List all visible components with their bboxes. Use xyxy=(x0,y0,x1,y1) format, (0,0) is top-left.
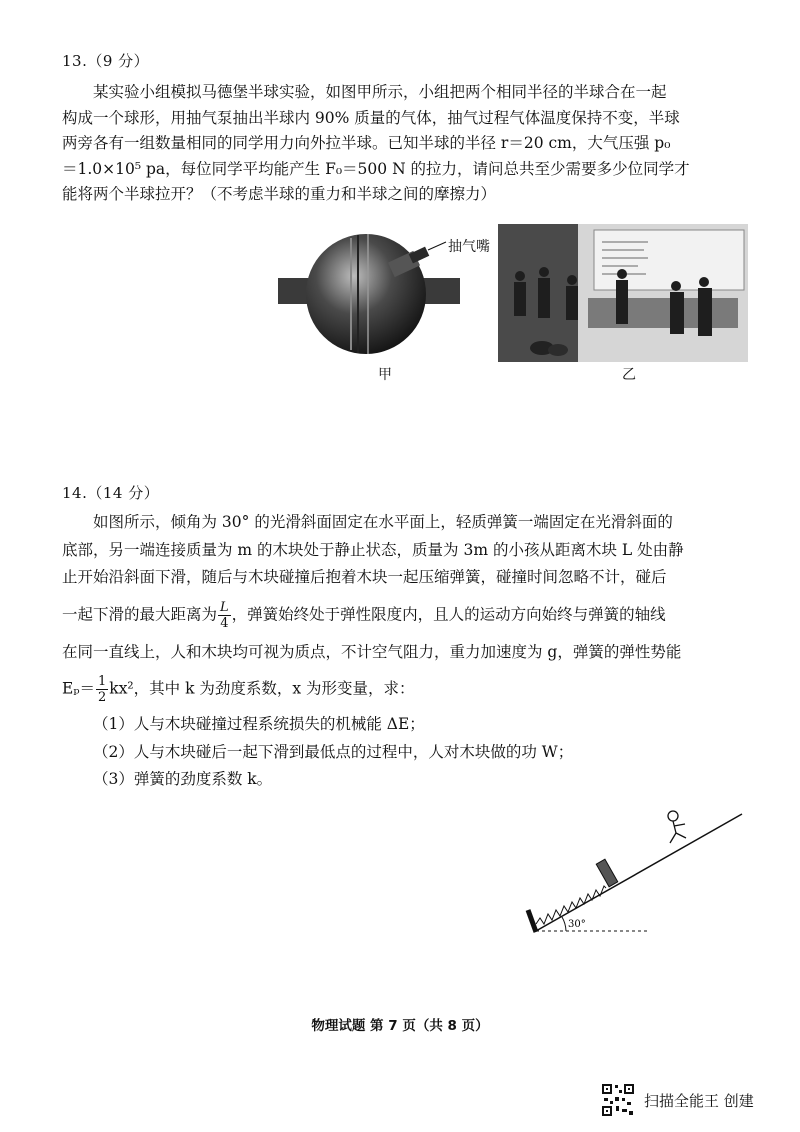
qr-code-icon xyxy=(600,1082,636,1118)
q14-line-3: 止开始沿斜面下滑，随后与木块碰撞后抱着木块一起压缩弹簧，碰撞时间忽略不计，碰后 xyxy=(62,568,667,586)
q14-sub-3: （3）弹簧的劲度系数 k。 xyxy=(93,770,273,788)
q13-line-5: 能将两个半球拉开？（不考虑半球的重力和半球之间的摩擦力） xyxy=(62,185,497,203)
fraction-l-over-4 xyxy=(218,600,231,631)
question-14-number: 14.（14 分） xyxy=(62,484,160,502)
suction-nozzle-label: 抽气嘴 xyxy=(448,239,490,255)
question-14-text xyxy=(62,509,750,794)
q13-line-2: 构成一个球形，用抽气泵抽出半球内 90% 质量的气体，抽气过程气体温度保持不变，半球 xyxy=(62,108,680,127)
q13-line-3: 两旁各有一组数量相同的同学用力向外拉半球。已知半球的半径 r＝20 cm，大气压强 p₀ xyxy=(62,134,671,152)
q14-line-4-after: ，弹簧始终处于弹性限度内，且人的运动方向始终与弹簧的轴线 xyxy=(231,605,666,623)
caption-yi: 乙 xyxy=(622,367,636,383)
q14-line-4-before: 一起下滑的最大距离为 xyxy=(62,605,218,623)
q13-line-4: ＝1.0×10⁵ pa，每位同学平均能产生 F₀＝500 N 的拉力，请问总共至少需要多少位同学才 xyxy=(62,159,690,178)
scanner-watermark xyxy=(600,1082,754,1118)
page-footer: 物理试题 第 7 页（共 8 页） xyxy=(311,1018,489,1034)
q14-line-6 xyxy=(62,674,750,705)
question-13-number: 13.（9 分） xyxy=(62,52,150,70)
fraction-one-half xyxy=(96,674,108,705)
watermark-text: 扫描全能王 创建 xyxy=(644,1091,754,1110)
figure-classroom-experiment xyxy=(498,224,748,362)
q13-line-1: 某实验小组模拟马德堡半球实验，如图甲所示，小组把两个相同半径的半球合在一起 xyxy=(93,83,667,101)
half-numerator: 1 xyxy=(98,674,107,689)
ep-suffix: kx²，其中 k 为劲度系数，x 为形变量，求： xyxy=(109,679,415,698)
half-denominator: 2 xyxy=(98,690,107,705)
q14-line-2: 底部，另一端连接质量为 m 的木块处于静止状态，质量为 3m 的小孩从距离木块 L 处由静 xyxy=(62,540,684,559)
fraction-denominator: 4 xyxy=(220,615,229,631)
ep-prefix: Eₚ＝ xyxy=(62,679,96,698)
fraction-numerator: L xyxy=(220,599,229,615)
q14-line-1: 如图所示，倾角为 30° 的光滑斜面固定在水平面上，轻质弹簧一端固定在光滑斜面的 xyxy=(93,513,673,531)
figure-incline-spring xyxy=(520,800,750,940)
q14-line-5: 在同一直线上，人和木块均可视为质点，不计空气阻力，重力加速度为 g，弹簧的弹性势能 xyxy=(62,642,682,661)
caption-jia: 甲 xyxy=(378,367,392,383)
question-13-text xyxy=(62,80,750,208)
angle-label: 30° xyxy=(568,919,586,930)
q14-sub-2: （2）人与木块碰后一起下滑到最低点的过程中，人对木块做的功 W； xyxy=(93,742,574,761)
q14-line-4 xyxy=(62,600,750,631)
q14-sub-1: （1）人与木块碰撞过程系统损失的机械能 ΔE； xyxy=(93,715,425,733)
